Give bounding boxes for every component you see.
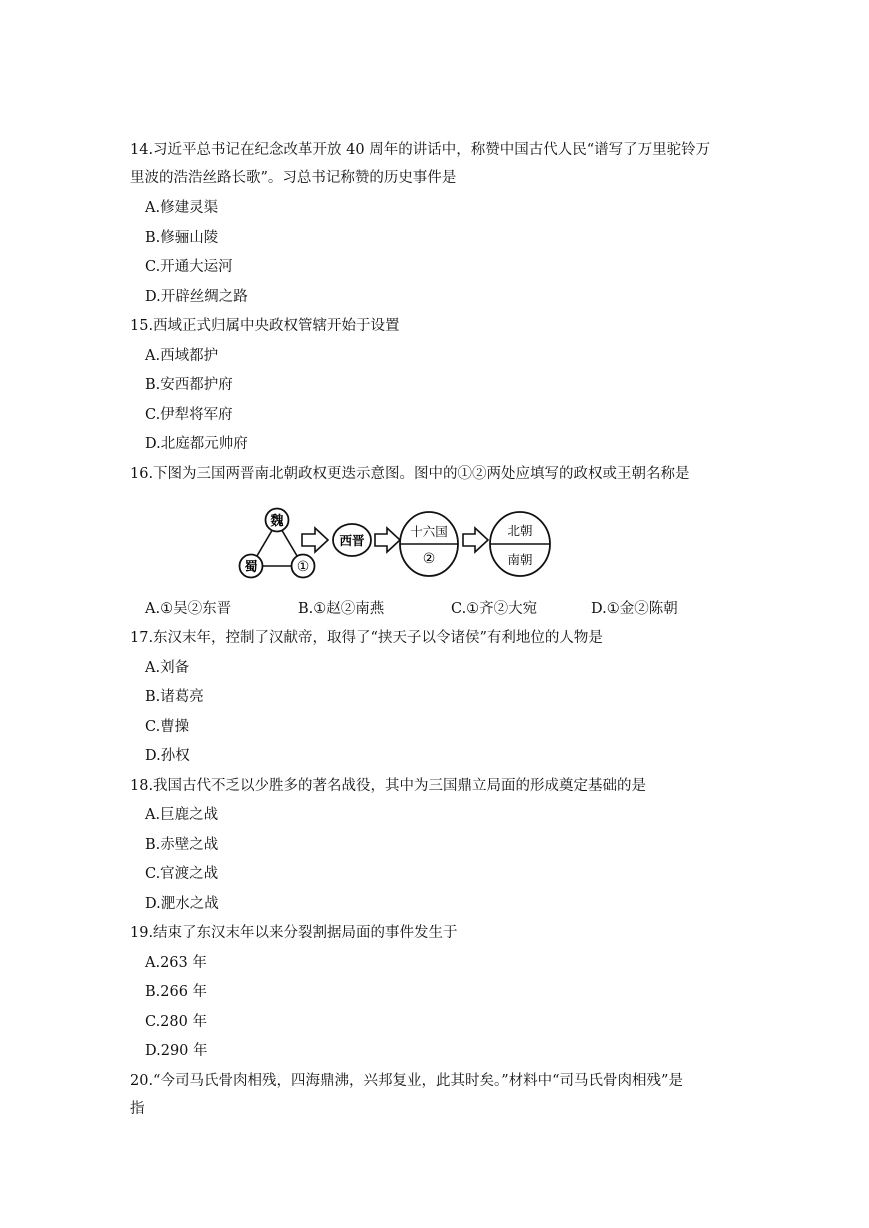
q15-stem: 15.西域正式归属中央政权管辖开始于设置 (130, 318, 400, 334)
q18-option-c: C.官渡之战 (145, 866, 219, 882)
q19-option-a: A.263 年 (145, 955, 207, 971)
q17-option-a: A.刘备 (145, 660, 190, 676)
q14-option-b: B.修骊山陵 (145, 230, 219, 246)
blank1-label: ① (296, 559, 310, 575)
q16-option-d: D.①金②陈朝 (591, 601, 678, 617)
shu-label: 蜀 (244, 560, 258, 575)
q16-options-row (145, 599, 745, 619)
q15-option-a: A.西域都护 (145, 348, 219, 364)
q19-option-c: C.280 年 (145, 1014, 207, 1030)
q16-stem: 16.下图为三国两晋南北朝政权更迭示意图。图中的①②两处应填写的政权或王朝名称是 (130, 466, 690, 482)
q19-option-b: B.266 年 (145, 984, 208, 1000)
q16-option-b: B.①赵②南燕 (298, 601, 385, 617)
q18-stem: 18.我国古代不乏以少胜多的著名战役，其中为三国鼎立局面的形成奠定基础的是 (130, 778, 647, 794)
q14-stem-line1: 14.习近平总书记在纪念改革开放 40 周年的讲话中，称赞中国古代人民“谱写了万里驼铃万 (130, 142, 711, 158)
q16-option-a: A.①吴②东晋 (145, 601, 232, 617)
arrow-right-icon (302, 528, 328, 552)
q20-stem-line2: 指 (130, 1101, 145, 1117)
q14-option-d: D.开辟丝绸之路 (145, 289, 248, 305)
q15-option-b: B.安西都护府 (145, 377, 233, 393)
blank2-label: ② (422, 551, 436, 567)
q16-option-c: C.①齐②大宛 (451, 601, 538, 617)
xijin-label: 西晋 (339, 533, 365, 548)
q17-option-d: D.孙权 (145, 748, 190, 764)
q18-option-d: D.淝水之战 (145, 896, 219, 912)
q18-option-a: A.巨鹿之战 (145, 807, 219, 823)
q14-option-c: C.开通大运河 (145, 259, 233, 275)
arrow-right-icon (463, 528, 488, 552)
q14-option-a: A.修建灵渠 (145, 200, 219, 216)
q17-option-b: B.诸葛亮 (145, 689, 204, 705)
shiliuguo-label: 十六国 (410, 524, 448, 539)
q19-stem: 19.结束了东汉末年以来分裂割据局面的事件发生于 (130, 925, 458, 941)
nanchao-label: 南朝 (507, 552, 533, 567)
q15-option-d: D.北庭都元帅府 (145, 436, 248, 452)
q20-stem-line1: 20.“今司马氏骨肉相残，四海鼎沸，兴邦复业，此其时矣。”材料中“司马氏骨肉相残”是 (130, 1073, 683, 1089)
beichao-label: 北朝 (507, 523, 533, 538)
q17-option-c: C.曹操 (145, 719, 190, 735)
regime-succession-diagram (232, 500, 562, 590)
q15-option-c: C.伊犁将军府 (145, 407, 233, 423)
q18-option-b: B.赤壁之战 (145, 837, 219, 853)
q14-stem-line2: 里波的浩浩丝路长歌”。习总书记称赞的历史事件是 (130, 170, 457, 186)
wei-label: 魏 (270, 514, 284, 529)
arrow-right-icon (375, 528, 400, 552)
q17-stem: 17.东汉末年，控制了汉献帝，取得了“挟天子以令诸侯”有利地位的人物是 (130, 630, 603, 646)
q19-option-d: D.290 年 (145, 1043, 208, 1059)
